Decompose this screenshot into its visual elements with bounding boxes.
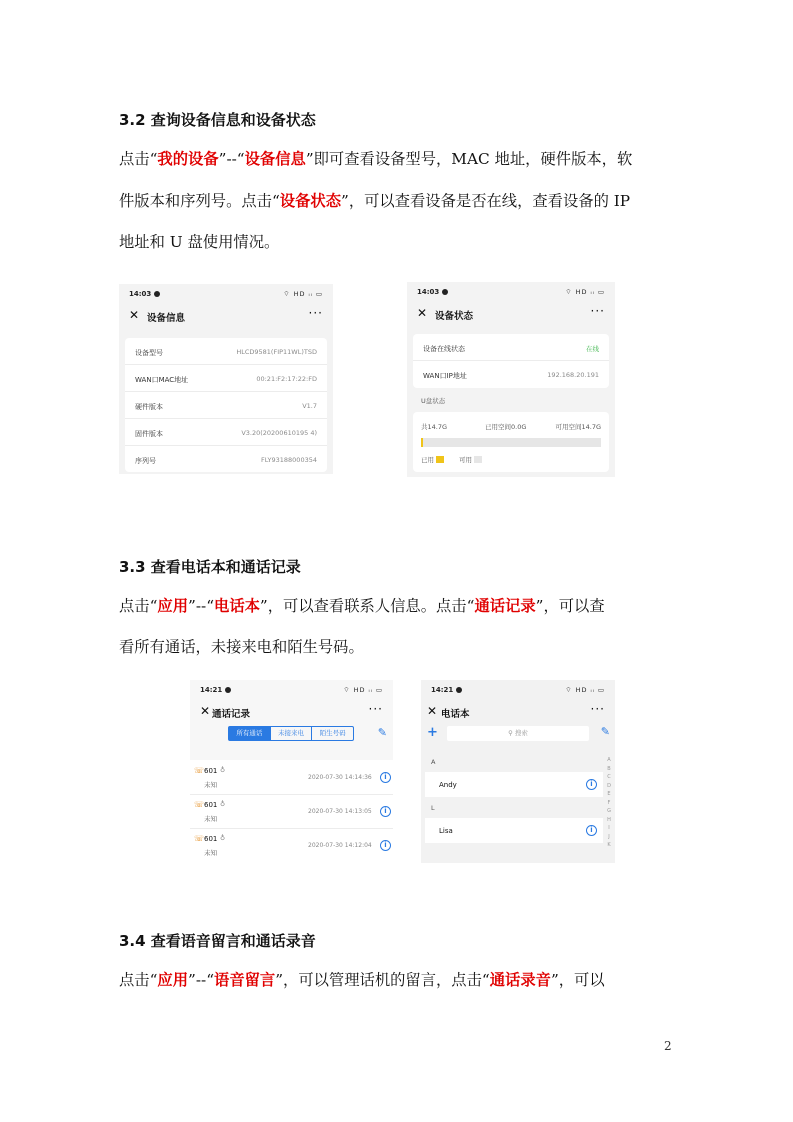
group-letter: L — [431, 804, 435, 812]
legend-used: 已用 — [421, 455, 444, 464]
contact-name: Lisa — [439, 827, 453, 835]
notification-dot-icon — [225, 687, 231, 693]
incoming-call-icon: ☏ — [194, 834, 205, 843]
list-item[interactable] — [425, 772, 603, 797]
close-icon[interactable]: ✕ — [129, 308, 140, 322]
info-icon[interactable]: i — [380, 806, 391, 817]
list-item[interactable] — [190, 796, 393, 829]
status-icons: ⌔ HD ᵢₗ ▭ — [565, 288, 605, 296]
list-item[interactable] — [190, 830, 393, 863]
call-filter-tabs — [228, 726, 354, 741]
alphabet-index-letter[interactable]: G — [607, 808, 611, 814]
more-icon[interactable]: ··· — [590, 702, 605, 716]
call-number: 601 — [204, 835, 218, 843]
device-info-card — [125, 338, 327, 472]
notification-dot-icon — [456, 687, 462, 693]
tab-missed-calls[interactable]: 未接来电 — [270, 727, 312, 740]
screen-title: 电话本 — [441, 709, 470, 720]
info-icon[interactable]: i — [586, 825, 597, 836]
info-row: 序列号 FLY93188000354 — [135, 456, 317, 465]
call-name: 未知 — [204, 849, 217, 857]
info-row: 硬件版本 V1.7 — [125, 392, 327, 419]
legend-free-swatch — [474, 456, 482, 463]
usage-progress-bar — [421, 438, 601, 447]
page-number: 2 — [664, 1039, 672, 1053]
alphabet-index-letter[interactable]: I — [608, 825, 610, 831]
title-bar — [407, 302, 615, 326]
paragraph-3-2-line-1: 点击“我的设备”--“设备信息”即可查看设备型号，MAC 地址，硬件版本，软 — [119, 150, 633, 168]
tab-all-calls[interactable]: 所有通话 — [229, 727, 270, 740]
incoming-call-icon: ☏ — [194, 800, 205, 809]
call-name: 未知 — [204, 815, 217, 823]
edit-icon[interactable]: ✎ — [600, 725, 610, 738]
info-icon[interactable]: i — [380, 772, 391, 783]
close-icon[interactable]: ✕ — [200, 704, 211, 718]
usb-status-label: U盘状态 — [421, 397, 446, 405]
status-icons: ⌔ HD ᵢₗ ▭ — [565, 686, 605, 694]
legend-used-swatch — [436, 456, 444, 463]
alphabet-index-letter[interactable]: C — [607, 774, 611, 780]
network-card — [413, 334, 609, 388]
more-icon[interactable]: ··· — [368, 702, 383, 716]
call-time: 2020-07-30 14:14:36 — [308, 774, 372, 781]
paragraph-3-2-line-3: 地址和 U 盘使用情况。 — [119, 233, 280, 251]
online-status-row: 设备在线状态 在线 — [413, 334, 609, 361]
status-bar: 14:03 ⌔ HD ᵢₗ ▭ — [417, 288, 605, 296]
ip-address-row: WAN口IP地址 192.168.20.191 — [423, 371, 599, 380]
alphabet-index-letter[interactable]: A — [607, 757, 611, 763]
incoming-call-icon: ☏ — [194, 766, 205, 775]
call-time: 2020-07-30 14:13:05 — [308, 808, 372, 815]
title-bar — [421, 700, 615, 724]
alphabet-index[interactable] — [605, 756, 613, 850]
close-icon[interactable]: ✕ — [417, 306, 428, 320]
usage-progress-fill — [421, 438, 423, 447]
device-status-screenshot — [407, 282, 615, 477]
usb-used-space: 已用空间0.0G — [485, 423, 527, 431]
info-row: WAN口MAC地址 00:21:F2:17:22:FD — [125, 365, 327, 392]
paragraph-3-3-line-2: 看所有通话，未接来电和陌生号码。 — [119, 638, 364, 656]
call-name: 未知 — [204, 781, 217, 789]
call-number: 601 — [204, 767, 218, 775]
call-log-screenshot — [190, 680, 393, 863]
alphabet-index-letter[interactable]: B — [607, 765, 611, 772]
info-icon[interactable]: i — [380, 840, 391, 851]
add-contact-icon[interactable]: + — [427, 725, 438, 740]
info-row: 固件版本 V3.20(20200610195 4) — [125, 419, 327, 446]
info-icon[interactable]: i — [586, 779, 597, 790]
search-icon: ⚲ — [508, 729, 513, 737]
device-info-screenshot — [119, 284, 333, 474]
usb-storage-card — [413, 412, 609, 472]
alphabet-index-letter[interactable]: K — [607, 842, 611, 848]
call-number: 601 — [204, 801, 218, 809]
microphone-icon: ♁ — [220, 766, 226, 774]
list-item[interactable] — [425, 818, 603, 843]
tab-unknown-numbers[interactable]: 陌生号码 — [311, 727, 353, 740]
list-item[interactable] — [190, 762, 393, 795]
screen-title: 通话记录 — [212, 709, 251, 720]
alphabet-index-letter[interactable]: D — [607, 782, 611, 789]
notification-dot-icon — [154, 291, 160, 297]
info-row: 设备型号 HLCD9581(FIP11WL)TSD — [125, 338, 327, 365]
notification-dot-icon — [442, 289, 448, 295]
status-bar: 14:21 ⌔ HD ᵢₗ ▭ — [200, 686, 383, 694]
call-list — [190, 760, 393, 863]
group-letter: A — [431, 758, 436, 766]
microphone-icon: ♁ — [220, 800, 226, 808]
screen-title: 设备信息 — [147, 313, 186, 324]
paragraph-3-2-line-2: 件版本和序列号。点击“设备状态”，可以查看设备是否在线，查看设备的 IP — [119, 192, 631, 210]
paragraph-3-3-line-1: 点击“应用”--“电话本”，可以查看联系人信息。点击“通话记录”，可以查 — [119, 597, 605, 615]
status-bar: 14:03 ⌔ HD ᵢₗ ▭ — [129, 290, 323, 298]
alphabet-index-letter[interactable]: F — [607, 799, 611, 806]
title-bar — [190, 700, 393, 724]
usb-free-space: 可用空间14.7G — [555, 423, 601, 431]
alphabet-index-letter[interactable]: H — [607, 816, 611, 823]
paragraph-3-4-line-1: 点击“应用”--“语音留言”，可以管理话机的留言，点击“通话录音”，可以 — [119, 971, 605, 989]
alphabet-index-letter[interactable]: E — [607, 791, 611, 797]
microphone-icon: ♁ — [220, 834, 226, 842]
status-icons: ⌔ HD ᵢₗ ▭ — [283, 290, 323, 298]
section-heading-3-3: 3.3 查看电话本和通话记录 — [119, 558, 301, 576]
legend-free: 可用 — [459, 455, 482, 464]
status-icons: ⌔ HD ᵢₗ ▭ — [343, 686, 383, 694]
alphabet-index-letter[interactable]: J — [608, 833, 610, 840]
call-time: 2020-07-30 14:12:04 — [308, 842, 372, 849]
contact-name: Andy — [439, 781, 457, 789]
section-heading-3-4: 3.4 查看语音留言和通话录音 — [119, 932, 316, 950]
phonebook-screenshot — [421, 680, 615, 863]
status-bar: 14:21 ⌔ HD ᵢₗ ▭ — [431, 686, 605, 694]
close-icon[interactable]: ✕ — [427, 704, 438, 718]
screen-title: 设备状态 — [435, 311, 474, 322]
section-heading-3-2: 3.2 查询设备信息和设备状态 — [119, 111, 316, 129]
title-bar — [119, 304, 333, 328]
edit-icon[interactable]: ✎ — [377, 726, 387, 739]
usb-total: 共14.7G — [421, 423, 448, 431]
search-input[interactable]: ⚲ 搜索 — [447, 726, 589, 741]
more-icon[interactable]: ··· — [590, 304, 605, 318]
more-icon[interactable]: ··· — [308, 306, 323, 320]
